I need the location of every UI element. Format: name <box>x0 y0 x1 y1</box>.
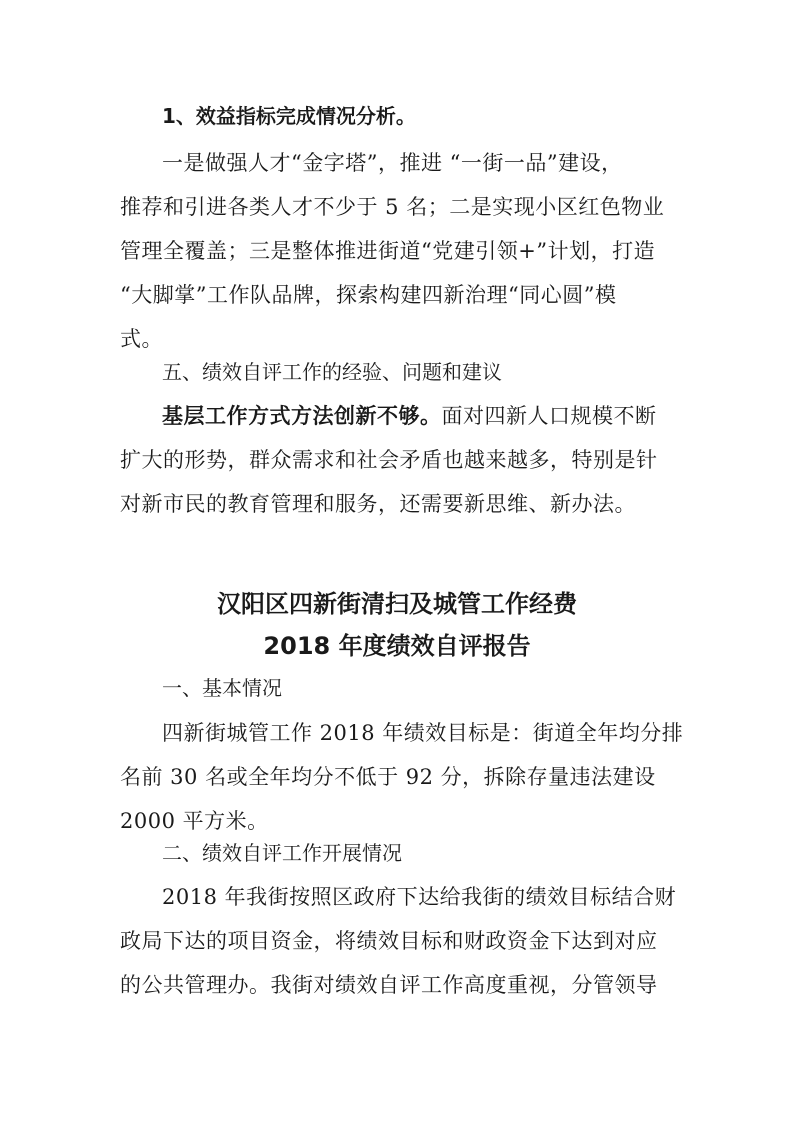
paragraph-line: 的公共管理办。我街对绩效自评工作高度重视，分管领导 <box>120 973 658 997</box>
paragraph-line: 2000 平方米。 <box>120 809 269 833</box>
paragraph-line: 一是做强人才“金字塔”，推进 “一街一品”建设， <box>162 151 623 175</box>
paragraph-lead-bold: 基层工作方式方法创新不够。 <box>162 404 442 428</box>
paragraph-line: 推荐和引进各类人才不少于 5 名；二是实现小区红色物业 <box>120 195 665 219</box>
paragraph-lead-rest: 面对四新人口规模不断 <box>441 404 657 428</box>
paragraph-line: 名前 30 名或全年均分不低于 92 分，拆除存量违法建设 <box>120 765 656 789</box>
paragraph-line: 管理全覆盖；三是整体推进街道“党建引领+”计划，打造 <box>120 239 656 263</box>
paragraph-line: 政局下达的项目资金，将绩效目标和财政资金下达到对应 <box>120 929 658 953</box>
paragraph-line: 四新街城管工作 2018 年绩效目标是：街道全年均分排 <box>162 721 684 745</box>
paragraph-line: 对新市民的教育管理和服务，还需要新思维、新办法。 <box>120 492 636 516</box>
section-heading-experience: 五、绩效自评工作的经验、问题和建议 <box>162 360 502 384</box>
section-heading-basic: 一、基本情况 <box>162 676 282 700</box>
report-title-line2: 2018 年度绩效自评报告 <box>263 632 531 660</box>
paragraph-line: “大脚掌”工作队品牌，探索构建四新治理“同心圆”模 <box>120 283 617 307</box>
paragraph-first-line <box>162 401 722 431</box>
report-title-line1: 汉阳区四新街清扫及城管工作经费 <box>217 590 577 618</box>
paragraph-line: 2018 年我街按照区政府下达给我街的绩效目标结合财 <box>162 885 677 909</box>
section-heading-benefit-analysis: 1、效益指标完成情况分析。 <box>162 104 416 128</box>
section-heading-progress: 二、绩效自评工作开展情况 <box>162 841 402 865</box>
paragraph-line: 扩大的形势，群众需求和社会矛盾也越来越多，特别是针 <box>120 448 658 472</box>
paragraph-line: 式。 <box>120 327 163 351</box>
